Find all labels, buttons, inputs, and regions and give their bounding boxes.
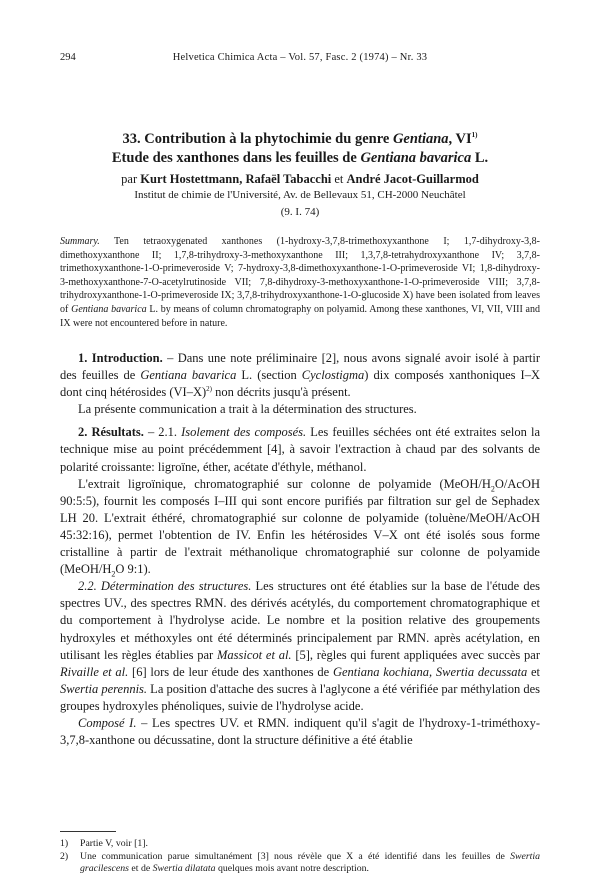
intro-text-3: ) dix composés xanthoniques I–X dont cinq hétérosides (VI–X): [60, 368, 540, 400]
footnotes: [60, 838, 540, 876]
footnote-2: [60, 851, 540, 876]
title-footnote-mark[interactable]: 1): [471, 131, 478, 140]
structures-author-1: Massicot et al.: [217, 647, 292, 662]
subscript: 2: [490, 484, 495, 494]
intro-section-name: Cyclostigma: [301, 368, 365, 383]
footnote-2-text-1: Une communication parue simultanément [3] nous révèle que X a été identifié dans les feuilles de: [80, 850, 511, 862]
compound-label: Composé I.: [78, 715, 137, 730]
subtitle-species: Gentiana bavarica: [360, 150, 472, 166]
footnote-2-species-2: Swertia dilatata: [152, 863, 216, 875]
structures-text-3: [6] lors de leur étude des xanthones de: [128, 664, 333, 679]
intro-text-1: – Dans une note préliminaire [2], nous avons signalé avoir isolé à partir des feuilles de: [60, 351, 540, 383]
results-text-2a: L'extrait ligroïnique, chromatographié sur colonne de polyamide (MeOH/H: [78, 476, 491, 491]
results-paragraph-2: [60, 476, 540, 579]
article-body: [60, 350, 540, 749]
summary-label: Summary.: [60, 236, 100, 247]
intro-heading: 1. Introduction.: [78, 351, 163, 365]
title-block: [60, 130, 540, 218]
article-title: [60, 130, 540, 168]
summary-text-2: L. by means of column chromatography on polyamid. Among these xanthones, VI, VII, VIII and IX were not encountered before in nature.: [60, 303, 540, 329]
footnote-divider: [60, 831, 116, 832]
structures-species-1: Gentiana kochiana, Swertia decussata: [332, 664, 528, 679]
authors-conjunction: et: [331, 172, 347, 186]
compound-paragraph: [60, 715, 540, 749]
results-text-2c: O 9:1).: [115, 562, 151, 577]
intro-text-2: L. (section: [236, 368, 302, 383]
intro-paragraph: [60, 350, 540, 401]
results-subsection-title: Isolement des composés.: [181, 425, 307, 440]
footnote-2-text: [80, 851, 540, 876]
author-names-2: André Jacot-Guillarmod: [346, 172, 479, 186]
structures-text-1: Les structures ont été établies sur la base de l'étude des spectres UV., des spectres RMN. des dérivés acétylés, du comportement chromatographique et du comportement à l'hydrolyse acide. Le nombre et la position relative des groupements hydroxyles et méthoxyles ont été déterminés principalement par RMN. après acétylation, en utilisant les règles établies par: [60, 579, 540, 662]
results-text-1: Les feuilles séchées ont été extraites selon la technique mise au point précédemment [4], à savoir l'extraction à chaud par des solvants de polarité croissante: ligroïne, éther, acétate d'éthyle, méthanol.: [60, 425, 540, 474]
structures-paragraph: [60, 578, 540, 715]
results-heading: 2. Résultats.: [78, 425, 144, 440]
results-paragraph: [60, 424, 540, 475]
summary-text-1: Ten tetraoxygenated xanthones (1-hydroxy-3,7,8-trimethoxyxanthone I; 1,7-dihydroxy-3,8-dimethoxyxanthone II; 1,7,8-trihydroxy-3-methoxyxanthone III; 1,3,7,8-tetrahydroxyxanthone IV; 3,7,8-trimethoxyxanthone-1-O-primeveroside V; 7-hydroxy-3,8-dimethoxyxanthone-1-O-primeveroside VI; 1,8-dihydroxy-3-methoxyxanthone-7-O-acetylrutinoside VII; 7,8-dihydroxy-3-methoxyxanthone-1-O-primeveroside VIII; 3,7,8-trihydroxyxanthone-1-O-primeveroside IX; 3,7,8-trihydroxyxanthone-1-O-glucoside X) have been isolated from leaves of: [60, 236, 540, 315]
footnote-2-text-3: quelques mois avant notre description.: [215, 863, 369, 875]
structures-title: Détermination des structures.: [100, 579, 252, 594]
title-genus: Gentiana: [392, 131, 449, 147]
results-text-2b: O/AcOH 90:5:5), fournit les composés I–III qui sont encore purifiés par filtration sur gel de Sephadex LH 20. L'extrait éthéré, chromatographié sur colonne de polyamide (toluène/MeOH/AcOH 45:32:16), permet l'obtention de IV. Enfin les hétérosides V–X ont été isolés sous forme cristalline à partir de l'extrait méthanolique chromatographié sur colonne de polyamide (MeOH/H: [60, 476, 540, 577]
footnote-2-mark: 2): [60, 850, 69, 862]
authors-prefix: par: [121, 172, 141, 186]
title-text-end: , VI: [448, 131, 472, 147]
compound-text: – Les spectres UV. et RMN. indiquent qu'il s'agit de l'hydroxy-1-triméthoxy-3,7,8-xanthone ou décussatine, dont la structure définitive a été établie: [60, 715, 540, 748]
intro-footnote-mark[interactable]: 2): [206, 385, 212, 394]
subtitle-text-end: L.: [471, 150, 489, 166]
footnote-1: [60, 838, 540, 851]
structures-species-2: Swertia perennis.: [60, 681, 148, 696]
structures-author-2: Rivaille et al.: [60, 664, 129, 679]
results-subsection-number: – 2.1.: [143, 425, 182, 440]
footnote-2-species-1: Swertia gracilescens: [80, 850, 540, 875]
structures-text-4: et: [527, 664, 540, 679]
title-text: 33. Contribution à la phytochimie du genre: [122, 131, 393, 147]
footnote-1-text: Partie V, voir [1].: [80, 838, 148, 849]
summary: [60, 235, 540, 330]
journal-citation: Helvetica Chimica Acta – Vol. 57, Fasc. 2 (1974) – Nr. 33: [172, 52, 428, 63]
footnote-1-mark: 1): [60, 838, 69, 849]
intro-species: Gentiana bavarica: [140, 368, 237, 383]
page-number: 294: [60, 52, 76, 63]
intro-paragraph-2: La présente communication a trait à la détermination des structures.: [78, 402, 417, 417]
footnote-2-text-2: et de: [128, 863, 153, 875]
received-date: (9. I. 74): [280, 206, 320, 218]
summary-species: Gentiana bavarica: [71, 303, 147, 315]
structures-number: 2.2.: [78, 579, 101, 594]
structures-text-5: La position d'attache des sucres à l'aglycone a été vérifiée par méthylation des groupes hydroxyles phénoliques, suivie de l'hydrolyse acide.: [60, 681, 541, 713]
author-names-1: Kurt Hostettmann, Rafaël Tabacchi: [140, 172, 332, 186]
intro-text-4: non décrits jusqu'à présent.: [212, 385, 351, 400]
authors: [60, 172, 540, 187]
subtitle-text: Etude des xanthones dans les feuilles de: [111, 150, 361, 166]
structures-text-2: [5], règles qui furent appliquées avec succès par: [291, 647, 540, 662]
running-head: [60, 52, 540, 63]
subscript: 2: [111, 569, 116, 579]
affiliation: Institut de chimie de l'Université, Av. de Bellevaux 51, CH-2000 Neuchâtel: [134, 189, 466, 201]
